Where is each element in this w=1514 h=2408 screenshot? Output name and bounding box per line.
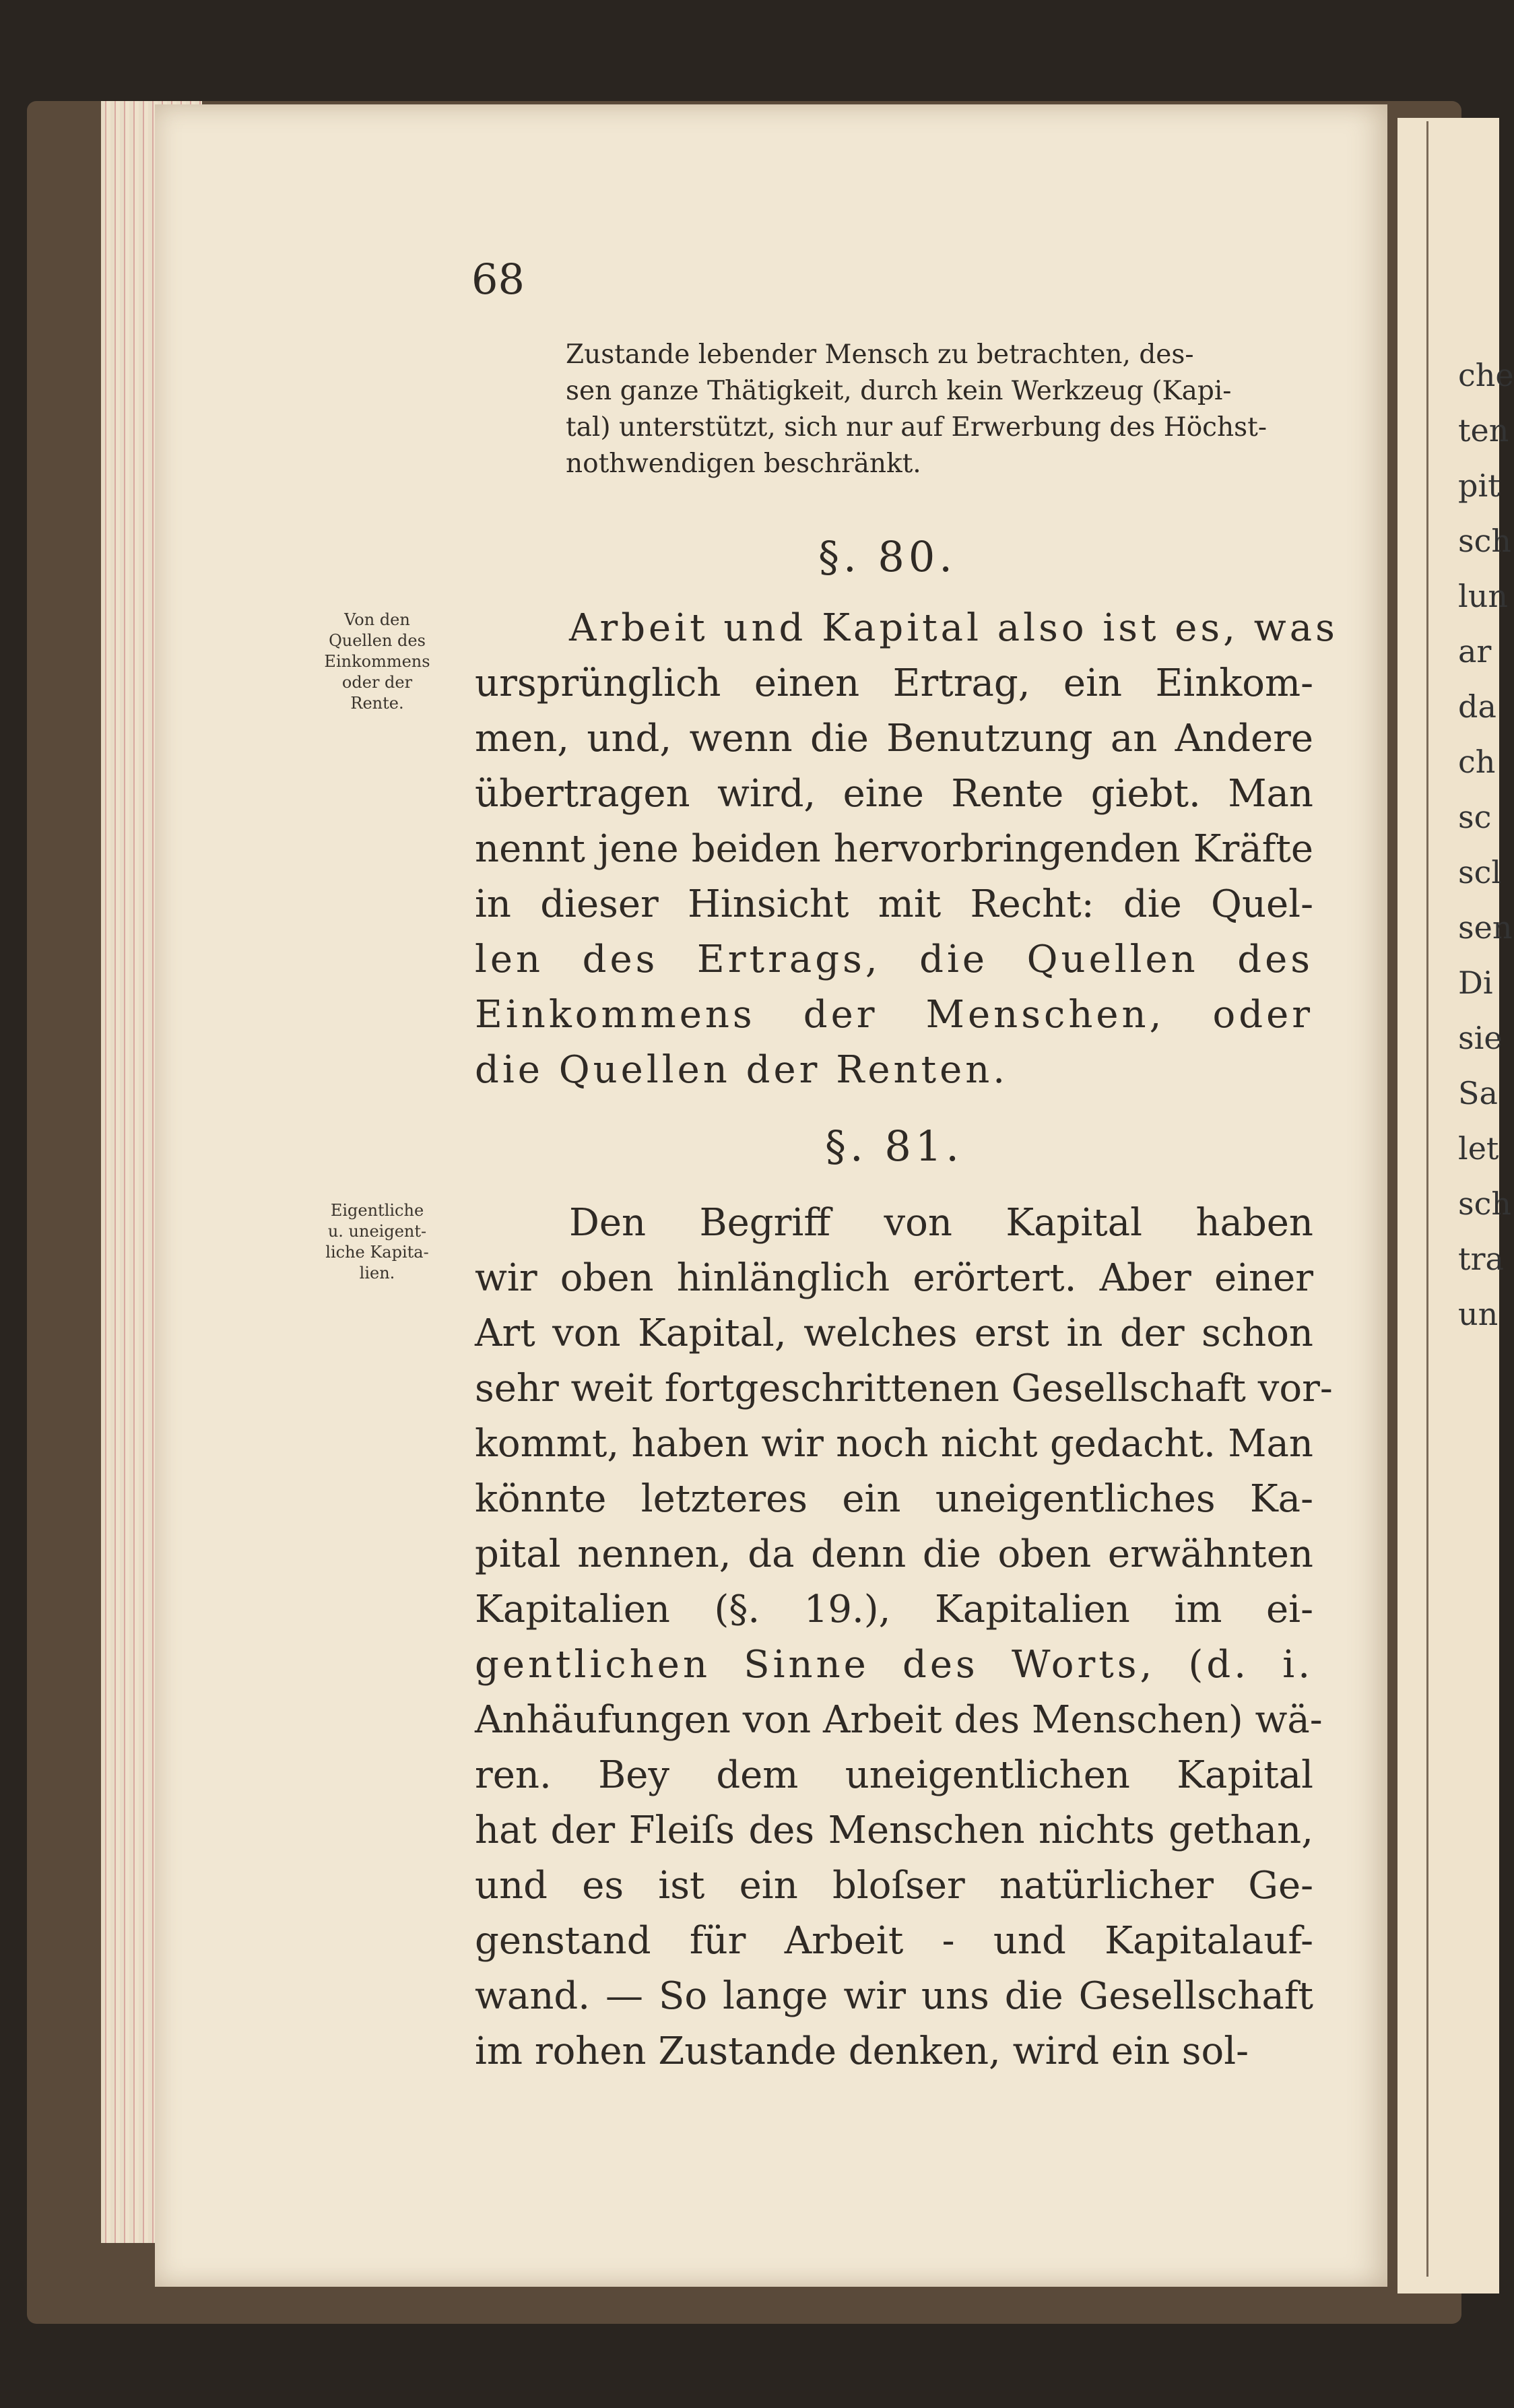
text-line: im rohen Zustande denken, wird ein sol-	[475, 2029, 1249, 2073]
right-page-fragment: ar	[1458, 633, 1492, 670]
text-line: in dieser Hinsicht mit Recht: die Quel-	[475, 882, 1313, 926]
margin-note-line: lien.	[359, 1264, 395, 1282]
right-page-fragment: tra	[1458, 1241, 1504, 1277]
margin-note-line: Von den	[344, 610, 410, 629]
right-page	[1397, 118, 1514, 2293]
text-line: könnte letzteres ein uneigentliches Ka-	[475, 1477, 1313, 1521]
intro-paragraph	[566, 337, 1307, 482]
text-line: kommt, haben wir noch nicht gedacht. Man	[475, 1422, 1313, 1466]
text-line: wir oben hinlänglich erörtert. Aber einer	[475, 1256, 1313, 1300]
right-page-fragment: pit	[1458, 467, 1501, 504]
text-line: hat der Fleiſs des Menschen nichts gethan,	[475, 1809, 1313, 1852]
margin-note-line: Einkommens	[324, 652, 430, 671]
text-line: wand. — So lange wir uns die Gesellschaft	[475, 1974, 1313, 2018]
right-page-fragment: un	[1458, 1296, 1499, 1332]
right-page-fragment: sc	[1458, 799, 1492, 835]
right-page-fragment: Sa	[1458, 1075, 1498, 1111]
right-page-fragment: che	[1458, 357, 1514, 393]
text-line: genstand für Arbeit - und Kapitalauf-	[475, 1919, 1313, 1963]
text-line: Kapitalien (§. 19.), Kapitalien im ei-	[475, 1588, 1313, 1631]
text-line: nennt jene beiden hervorbringenden Kräfte	[475, 827, 1313, 871]
right-page-fragment: let	[1458, 1130, 1499, 1167]
margin-note-line: u. uneigent-	[327, 1222, 427, 1241]
text-line: die Quellen der Renten.	[475, 1048, 1009, 1092]
margin-note-81	[306, 1200, 448, 1284]
right-page-fragment: sie	[1458, 1020, 1503, 1056]
text-line: nothwendigen beschränkt.	[566, 449, 921, 479]
right-page-fragment: da	[1458, 688, 1496, 725]
text-line: tal) unterstützt, sich nur auf Erwerbung des Höchst-	[566, 412, 1268, 443]
text-line: ren. Bey dem uneigentlichen Kapital	[475, 1753, 1313, 1797]
text-line: Zustande lebender Mensch zu betrachten, des-	[566, 339, 1194, 370]
text-line: Anhäufungen von Arbeit des Menschen) wä-	[475, 1698, 1323, 1742]
text-line: Den Begriff von Kapital haben	[569, 1201, 1313, 1245]
text-line: men, und, wenn die Benutzung an Andere	[475, 717, 1313, 760]
margin-note-80	[306, 610, 448, 714]
margin-note-line: oder der	[341, 673, 413, 692]
section-heading-80: §. 80.	[818, 532, 957, 581]
right-page-fragment: lun	[1458, 578, 1508, 614]
right-page-fragment: sch	[1458, 523, 1511, 559]
text-line: ursprünglich einen Ertrag, ein Einkom-	[475, 661, 1313, 705]
text-line: Art von Kapital, welches erst in der schon	[475, 1311, 1313, 1355]
right-page-fragment: Di	[1458, 965, 1493, 1001]
section-80-text	[475, 601, 1338, 1098]
margin-note-line: Rente.	[350, 694, 404, 713]
text-line: sen ganze Thätigkeit, durch kein Werkzeug (Kapi-	[566, 376, 1232, 406]
text-line: sehr weit fortgeschrittenen Gesellschaft vor-	[475, 1367, 1333, 1410]
text-line: pital nennen, da denn die oben erwähnten	[475, 1532, 1313, 1576]
text-line: und es ist ein bloſser natürlicher Ge-	[475, 1864, 1313, 1908]
right-page-fragment: ten	[1458, 412, 1509, 449]
text-line: gentlichen Sinne des Worts, (d. i.	[475, 1643, 1313, 1687]
right-page-fragment: sen	[1458, 909, 1513, 946]
section-81-text	[475, 1196, 1333, 2079]
right-page-fragment: ch	[1458, 744, 1496, 780]
margin-note-line: liche Kapita-	[325, 1243, 429, 1262]
section-heading-81: §. 81.	[825, 1121, 964, 1171]
spine	[1426, 121, 1428, 2277]
margin-note-line: Quellen des	[329, 631, 426, 650]
text-line: Arbeit und Kapital also ist es, was	[569, 606, 1338, 650]
text-line: Einkommens der Menschen, oder	[475, 993, 1313, 1037]
right-page-fragment: sch	[1458, 1185, 1511, 1222]
text-line: len des Ertrags, die Quellen des	[475, 938, 1313, 981]
margin-note-line: Eigentliche	[330, 1201, 424, 1220]
page-number: 68	[471, 255, 525, 304]
right-page-fragment: scl	[1458, 854, 1502, 890]
text-line: übertragen wird, eine Rente giebt. Man	[475, 772, 1313, 816]
